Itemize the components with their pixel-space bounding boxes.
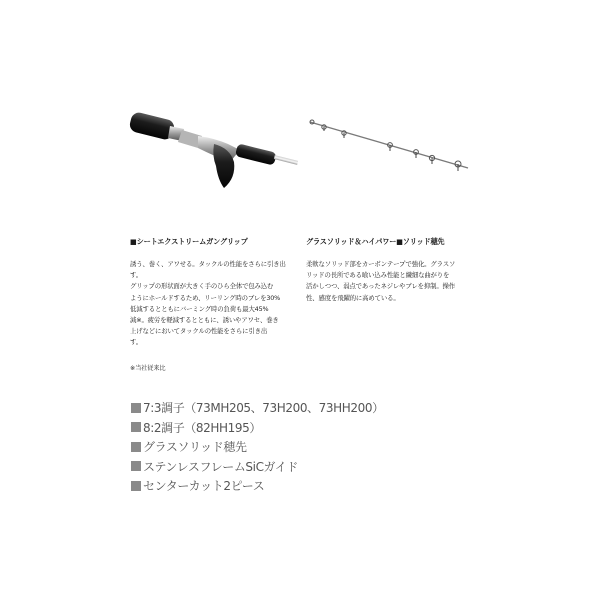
spec-text: 7:3調子（73MH205、73H200、73HH200） bbox=[143, 401, 384, 416]
description-line: 誘う、巻く、アワせる。タックルの性能をさらに引き出 bbox=[130, 260, 286, 268]
spec-item bbox=[131, 476, 384, 496]
feature-grip bbox=[130, 237, 305, 378]
description-line: 柔軟なソリッド部をカーボンテープで強化。グラスソ bbox=[306, 260, 456, 268]
spec-item bbox=[131, 457, 384, 477]
description-line: す。 bbox=[130, 271, 142, 280]
reel-seat-grip-image bbox=[118, 100, 298, 200]
description-line: 性、感度を飛躍的に高めている。 bbox=[306, 293, 400, 302]
spec-text: センターカット2ピース bbox=[143, 479, 265, 494]
square-bullet-icon bbox=[131, 442, 141, 452]
feature-heading: グラスソリッド＆ハイパワー■ソリッド穂先 bbox=[306, 237, 445, 246]
description-line: 低減するとともにバーミング時の負荷も最大45% bbox=[130, 304, 269, 313]
description-line: 上げなどにおいてタックルの性能をさらに引き出 bbox=[130, 327, 268, 336]
spec-text: ステンレスフレームSiCガイド bbox=[143, 459, 298, 474]
feature-tip bbox=[306, 237, 481, 304]
description-line: ようにホールドするため、リーリング時のブレを30% bbox=[130, 293, 281, 302]
description-line: リッドの長所である喰い込み性能と繊細な曲がりを bbox=[306, 271, 450, 280]
square-bullet-icon bbox=[131, 481, 141, 491]
square-bullet-icon bbox=[131, 403, 141, 413]
description-line: グリップの形状面が大きく手のひら全体で包み込む bbox=[130, 282, 274, 291]
spec-item bbox=[131, 398, 384, 418]
feature-heading: ■シートエクストリームガングリップ bbox=[130, 237, 248, 246]
spec-text: グラスソリッド穂先 bbox=[143, 440, 247, 455]
spec-text: 8:2調子（82HH195） bbox=[143, 420, 261, 435]
description-line: す。 bbox=[130, 338, 142, 347]
spec-item bbox=[131, 418, 384, 438]
square-bullet-icon bbox=[131, 422, 141, 432]
footnote: ※当社従来比 bbox=[130, 364, 166, 372]
feature-description bbox=[130, 259, 305, 349]
spec-item bbox=[131, 437, 384, 457]
spec-list bbox=[131, 398, 384, 496]
square-bullet-icon bbox=[131, 461, 141, 471]
rod-tip-guides-image bbox=[300, 100, 480, 200]
description-line: 活かしつつ、弱点であったネジレやブレを抑制。操作 bbox=[306, 282, 456, 291]
description-line: 減※。疲労を軽減するとともに、誘いやアワセ、巻き bbox=[130, 316, 279, 325]
feature-description bbox=[306, 259, 481, 304]
